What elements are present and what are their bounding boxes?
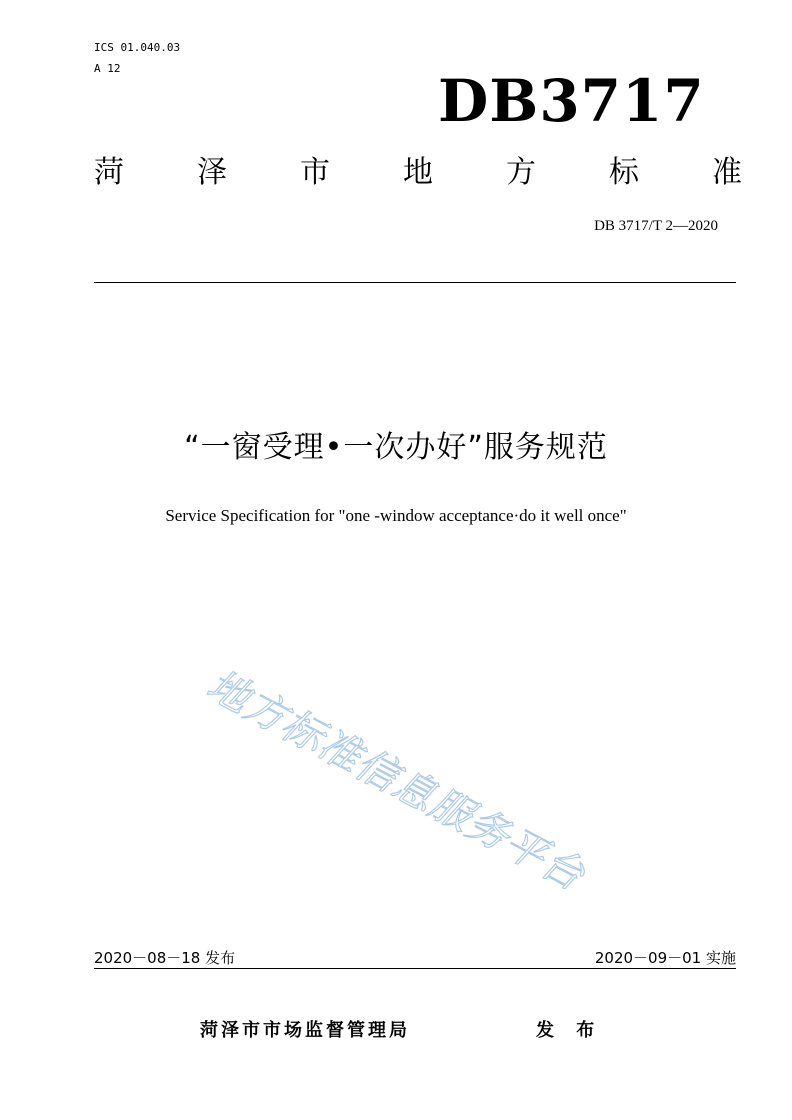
standard-type-char: 菏 [94, 155, 124, 190]
classification-code: A 12 [94, 62, 121, 75]
document-title-zh: “一窗受理•一次办好”服务规范 [184, 430, 608, 465]
standard-type-char: 市 [300, 155, 330, 190]
document-title-en: Service Specification for "one -window acceptance·do it well once" [165, 506, 627, 525]
standard-type [94, 154, 742, 192]
issuing-authority: 菏泽市市场监督管理局 [200, 1020, 410, 1041]
standard-type-char: 标 [609, 155, 639, 190]
watermark [190, 660, 690, 920]
ics-code: ICS 01.040.03 [94, 41, 181, 54]
standard-type-char: 方 [506, 155, 536, 190]
date-divider [94, 968, 736, 969]
watermark-text: 地方标准信息服务平台 [199, 660, 593, 901]
standard-type-char: 准 [712, 155, 742, 190]
standard-number: DB 3717/T 2—2020 [594, 218, 718, 234]
implementation-date: 2020－09－01 实施 [594, 949, 736, 967]
issue-date: 2020－08－18 发布 [94, 949, 236, 967]
issue-label: 发 布 [536, 1020, 603, 1041]
standard-type-char: 地 [403, 155, 433, 190]
header-divider [94, 282, 736, 283]
standard-type-char: 泽 [197, 155, 227, 190]
db-logo: DB3717 [438, 67, 705, 135]
